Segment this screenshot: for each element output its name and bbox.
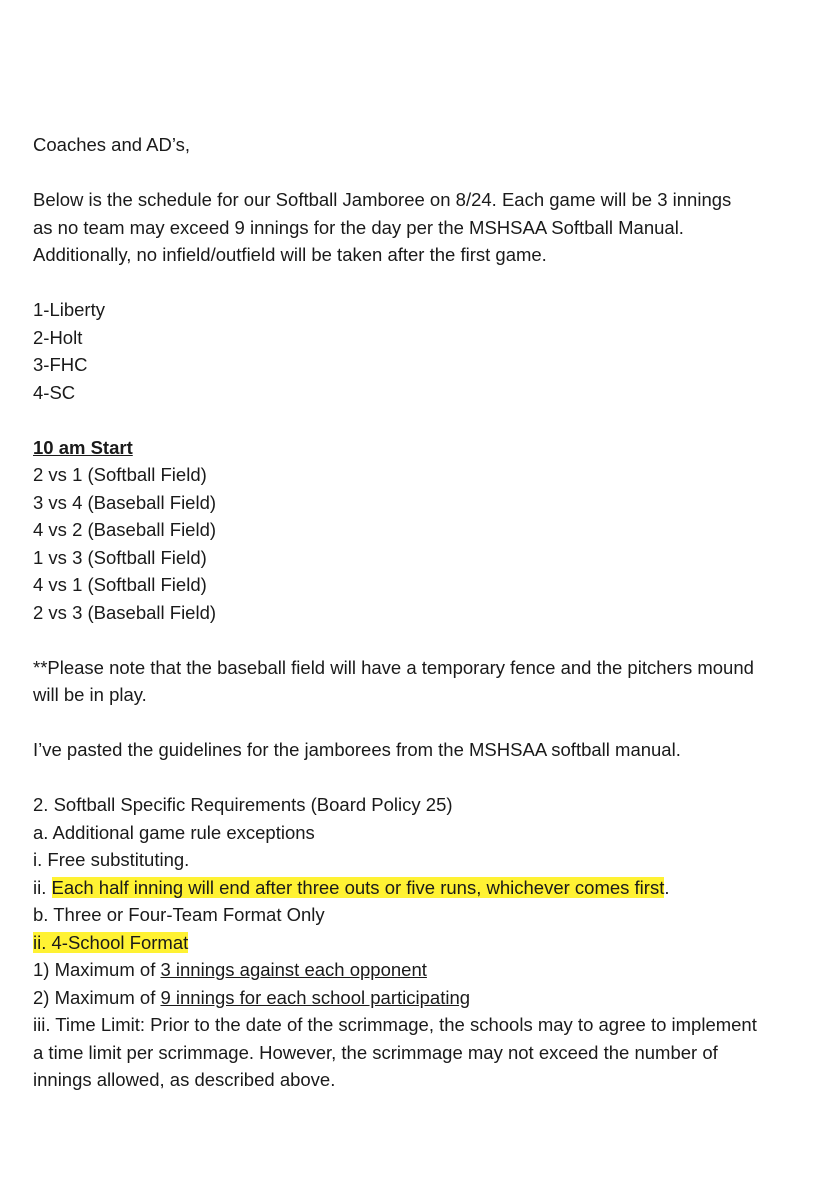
- time-limit-line: iii. Time Limit: Prior to the date of the scrimmage, the schools may to agree to implement: [33, 1014, 757, 1035]
- team-item: 2-Holt: [33, 326, 83, 348]
- team-item: 3-FHC: [33, 354, 88, 375]
- guideline-item-b: b. Three or Four-Team Format Only: [33, 904, 325, 925]
- rule-2-underlined: 9 innings for each school participating: [160, 986, 471, 1008]
- team-item: 4-SC: [33, 381, 76, 403]
- note-line: **Please note that the baseball field will have a temporary fence and the pitchers mound: [33, 656, 754, 678]
- guideline-item-a-i: i. Free substituting.: [33, 849, 190, 870]
- note-line: will be in play.: [33, 684, 147, 705]
- intro-line: as no team may exceed 9 innings for the day per the MSHSAA Softball Manual.: [33, 216, 684, 238]
- highlighted-format: ii. 4-School Format: [33, 931, 189, 953]
- guideline-item-a-ii-suffix: .: [664, 876, 670, 898]
- intro-line: Additionally, no infield/outfield will be taken after the first game.: [33, 244, 547, 265]
- rule-1-underlined: 3 innings against each opponent: [160, 959, 427, 980]
- game-item: 2 vs 1 (Softball Field): [33, 464, 207, 485]
- pasted-intro: I’ve pasted the guidelines for the jamborees from the MSHSAA softball manual.: [33, 739, 681, 760]
- game-item: 4 vs 2 (Baseball Field): [33, 519, 217, 540]
- game-item: 1 vs 3 (Softball Field): [33, 546, 207, 568]
- rule-2: [33, 984, 832, 1012]
- guideline-item-b-ii: [33, 929, 832, 957]
- greeting: Coaches and AD’s,: [33, 134, 191, 155]
- time-limit-line: innings allowed, as described above.: [33, 1069, 336, 1090]
- time-limit-line: a time limit per scrimmage. However, the scrimmage may not exceed the number of: [33, 1041, 718, 1063]
- rule-2-prefix: 2) Maximum of: [33, 986, 161, 1008]
- intro-line: Below is the schedule for our Softball Jamboree on 8/24. Each game will be 3 innings: [33, 189, 732, 210]
- guidelines-section-title: 2. Softball Specific Requirements (Board Policy 25): [33, 794, 453, 815]
- game-item: 4 vs 1 (Softball Field): [33, 574, 207, 595]
- highlighted-rule: Each half inning will end after three outs or five runs, whichever comes first: [51, 876, 665, 898]
- team-item: 1-Liberty: [33, 299, 105, 320]
- guideline-item-a-ii-prefix: ii.: [33, 876, 52, 898]
- rule-1: [33, 956, 832, 984]
- guideline-item-a: a. Additional game rule exceptions: [33, 821, 315, 843]
- rule-1-prefix: 1) Maximum of: [33, 959, 161, 980]
- document-body: [33, 131, 832, 1094]
- game-item: 2 vs 3 (Baseball Field): [33, 601, 217, 623]
- guideline-item-a-ii: [33, 874, 832, 902]
- schedule-heading: 10 am Start: [33, 436, 133, 458]
- game-item: 3 vs 4 (Baseball Field): [33, 491, 217, 513]
